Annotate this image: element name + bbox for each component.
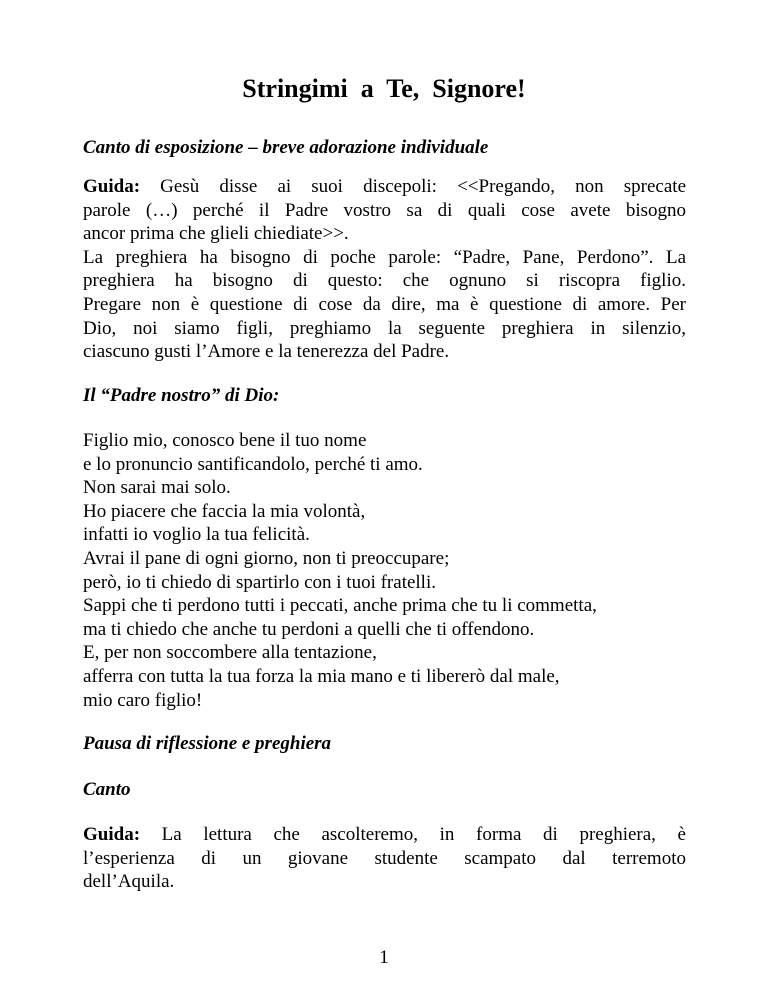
page-number: 1 — [379, 947, 389, 968]
section-heading-pausa: Pausa di riflessione e preghiera — [83, 733, 332, 754]
section-heading-canto: Canto — [83, 779, 131, 800]
prayer-text — [83, 429, 597, 712]
page-title: Stringimi a Te, Signore! — [242, 74, 526, 103]
prayer-line: infatti io voglio la tua felicità. — [83, 524, 310, 546]
prayer-line: Avrai il pane di ogni giorno, non ti preoccupare; — [83, 547, 450, 569]
guida2-line-3: dell’Aquila. — [83, 871, 175, 893]
section-heading-padre-nostro: Il “Padre nostro” di Dio: — [83, 385, 280, 406]
guida-p2-line-5: ciascuno gusti l’Amore e la tenerezza del Padre. — [83, 341, 450, 363]
guida-line-1-text: Gesù disse ai suoi discepoli: <<Pregando, non sprecate — [140, 176, 686, 197]
prayer-line: mio caro figlio! — [83, 689, 203, 711]
prayer-line: afferra con tutta la tua forza la mia mano e ti libererò dal male, — [83, 665, 560, 687]
prayer-line: Sappi che ti perdono tutti i peccati, anche prima che tu li commetta, — [83, 595, 597, 617]
prayer-line: ma ti chiedo che anche tu perdoni a quelli che ti offendono. — [83, 618, 535, 640]
guida2-line-1 — [83, 823, 686, 847]
prayer-line: Non sarai mai solo. — [83, 477, 231, 499]
guida-paragraph-1 — [83, 175, 686, 364]
guida-p2-line-3: Pregare non è questione di cose da dire, ma è questione di amore. Per — [83, 293, 686, 315]
guida-p2-line-2: preghiera ha bisogno di questo: che ognuno si riscopra figlio. — [83, 270, 686, 292]
prayer-line: Ho piacere che faccia la mia volontà, — [83, 500, 366, 522]
guida-line-3: ancor prima che glieli chiediate>>. — [83, 223, 349, 245]
prayer-line: e lo pronuncio santificandolo, perché ti amo. — [83, 453, 423, 475]
prayer-line: Figlio mio, conosco bene il tuo nome — [83, 430, 367, 451]
guida2-line-2: l’esperienza di un giovane studente scampato dal terremoto — [83, 847, 686, 869]
guida-p2-line-4: Dio, noi siamo figli, preghiamo la seguente preghiera in silenzio, — [83, 317, 686, 339]
section-heading-esposizione: Canto di esposizione – breve adorazione individuale — [83, 137, 489, 158]
guida-line-1 — [83, 175, 686, 199]
guida-line-2: parole (…) perché il Padre vostro sa di quali cose avete bisogno — [83, 199, 686, 221]
guida2-line-1-text: La lettura che ascolteremo, in forma di preghiera, è — [140, 824, 686, 845]
prayer-line: però, io ti chiedo di spartirlo con i tuoi fratelli. — [83, 571, 436, 593]
guida-paragraph-2 — [83, 823, 686, 894]
guida2-label: Guida: — [83, 824, 141, 845]
guida-label: Guida: — [83, 176, 141, 197]
prayer-line: E, per non soccombere alla tentazione, — [83, 642, 377, 664]
guida-p2-line-1: La preghiera ha bisogno di poche parole: “Padre, Pane, Perdono”. La — [83, 246, 686, 268]
